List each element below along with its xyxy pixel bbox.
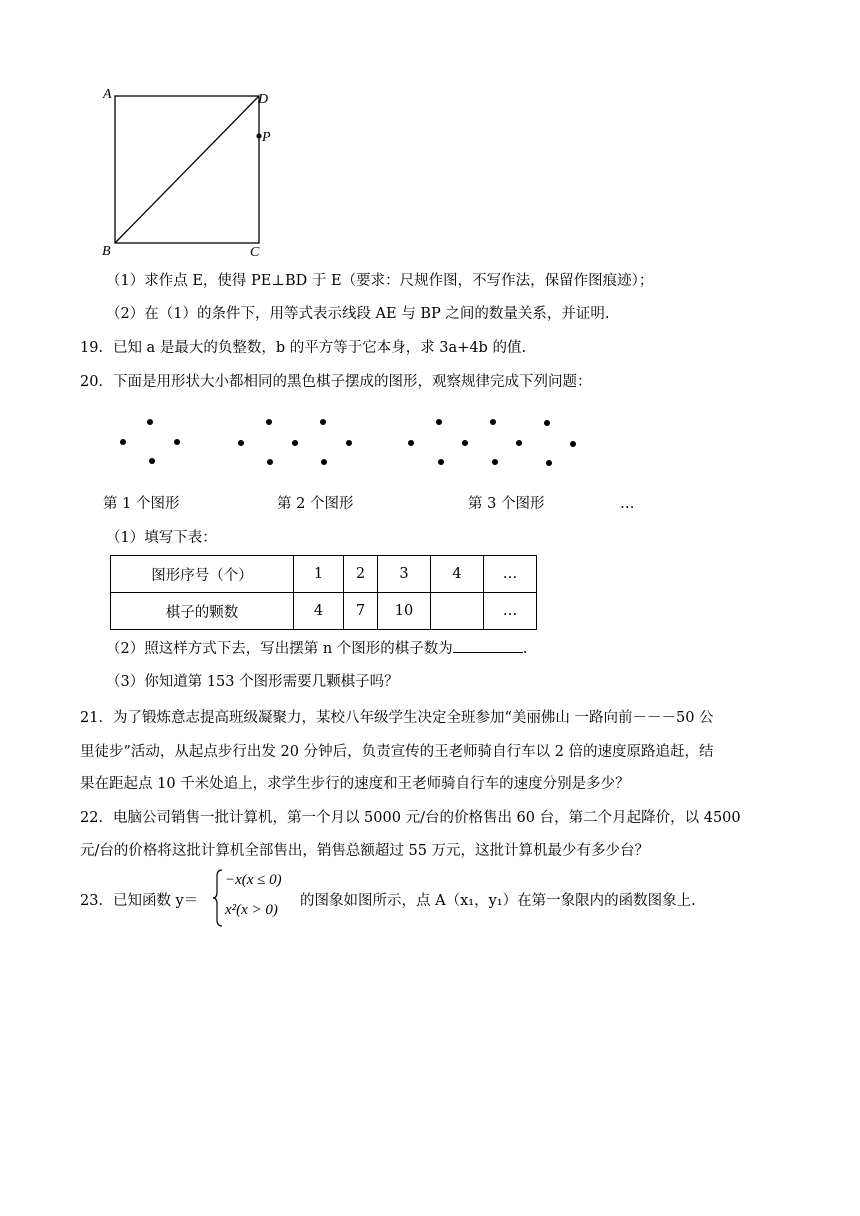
table-row xyxy=(111,556,537,593)
stone xyxy=(174,439,180,445)
square-figure xyxy=(95,82,285,267)
table-cell: … xyxy=(484,556,537,593)
table-cell-blank[interactable] xyxy=(431,593,484,630)
piecewise-brace xyxy=(212,868,224,928)
stone-count-table xyxy=(110,555,537,630)
stone xyxy=(462,440,468,446)
q23-prefix: 23．已知函数 y＝ xyxy=(80,893,199,909)
q20-part1: （1）填写下表： xyxy=(106,530,217,546)
q22-line2: 元/台的价格将这批计算机全部售出，销售总额超过 55 万元，这批计算机最少有多少台？ xyxy=(80,843,650,859)
piecewise-case-2: x²(x > 0) xyxy=(225,902,278,918)
table-cell: 1 xyxy=(294,556,344,593)
stone xyxy=(320,419,326,425)
q20-part2 xyxy=(106,638,527,659)
diagonal-bd xyxy=(115,96,259,243)
stone xyxy=(516,440,522,446)
stone xyxy=(321,459,327,465)
piecewise-case-1: −x(x ≤ 0) xyxy=(225,872,282,888)
caption-figure-2: 第 2 个图形 xyxy=(277,496,354,512)
stone xyxy=(266,419,272,425)
stone xyxy=(346,440,352,446)
table-cell: 2 xyxy=(344,556,378,593)
stone xyxy=(490,419,496,425)
label-b: B xyxy=(102,244,111,259)
q22-line1: 22．电脑公司销售一批计算机，第一个月以 5000 元/台的价格售出 60 台，第二个月起降价，以 4500 xyxy=(80,810,741,826)
stone xyxy=(436,419,442,425)
table-cell: 3 xyxy=(378,556,431,593)
stone xyxy=(267,459,273,465)
table-cell: 棋子的颗数 xyxy=(111,593,294,630)
label-a: A xyxy=(103,87,112,102)
caption-figure-1: 第 1 个图形 xyxy=(103,496,180,512)
q18-part2: （2）在（1）的条件下，用等式表示线段 AE 与 BP 之间的数量关系，并证明. xyxy=(106,306,610,322)
q20-part2-end: . xyxy=(522,641,528,657)
stone xyxy=(544,420,550,426)
stone xyxy=(238,440,244,446)
stone xyxy=(570,441,576,447)
q20-text: 20．下面是用形状大小都相同的黑色棋子摆成的图形，观察规律完成下列问题： xyxy=(80,374,592,390)
table-cell: 4 xyxy=(294,593,344,630)
stone-patterns xyxy=(110,412,590,472)
q20-part2-text: （2）照这样方式下去，写出摆第 n 个图形的棋子数为 xyxy=(106,641,453,657)
label-p: P xyxy=(262,130,271,145)
q21-line2: 里徒步”活动，从起点步行出发 20 分钟后，负责宣传的王老师骑自行车以 2 倍的速度原路追赶，结 xyxy=(80,744,714,760)
q19-text: 19．已知 a 是最大的负整数，b 的平方等于它本身，求 3a+4b 的值. xyxy=(80,340,527,356)
label-c: C xyxy=(250,245,260,260)
table-cell: 4 xyxy=(431,556,484,593)
table-cell: 10 xyxy=(378,593,431,630)
table-cell: 7 xyxy=(344,593,378,630)
stone xyxy=(120,439,126,445)
q18-part1: （1）求作点 E，使得 PE⊥BD 于 E（要求：尺规作图，不写作法，保留作图痕迹）； xyxy=(106,273,654,289)
stone xyxy=(408,440,414,446)
q23-suffix: 的图象如图所示，点 A（x₁，y₁）在第一象限内的函数图象上. xyxy=(300,893,696,909)
table-cell: 图形序号（个） xyxy=(111,556,294,593)
stone xyxy=(147,419,153,425)
point-p xyxy=(256,133,261,138)
answer-blank[interactable] xyxy=(453,638,523,653)
q20-part3: （3）你知道第 153 个图形需要几颗棋子吗？ xyxy=(106,674,399,690)
stone xyxy=(546,460,552,466)
caption-figure-3: 第 3 个图形 xyxy=(468,496,545,512)
stone xyxy=(492,459,498,465)
stone xyxy=(292,440,298,446)
table-cell: … xyxy=(484,593,537,630)
stone xyxy=(438,459,444,465)
q21-line3: 果在距起点 10 千米处追上，求学生步行的速度和王老师骑自行车的速度分别是多少？ xyxy=(80,776,630,792)
label-d: D xyxy=(258,92,269,107)
stone xyxy=(149,458,155,464)
table-row xyxy=(111,593,537,630)
q21-line1: 21．为了锻炼意志提高班级凝聚力，某校八年级学生决定全班参加“美丽佛山 一路向前－－－50 公 xyxy=(80,710,714,726)
caption-ellipsis: … xyxy=(620,496,635,512)
